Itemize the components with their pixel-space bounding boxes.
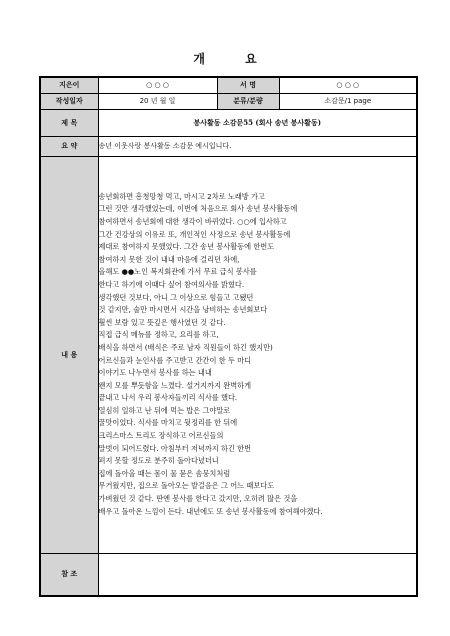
content-body (98, 156, 417, 553)
content-line: 집에 돌아올 때는 몸이 물 묻은 솜뭉치처럼 (98, 468, 231, 478)
content-line: 생각했던 것보다, 아니 그 이상으로 힘들고 고됐던 (98, 292, 254, 302)
content-line: 한다고 하기에 이때다 싶어 참여의사를 밝혔다. (98, 279, 245, 289)
content-line: 어르신들과 눈인사를 주고받고 간간이 한 두 마디 (98, 355, 252, 365)
category-label: 분류/분량 (217, 93, 279, 109)
content-line: 열심히 일하고 난 뒤에 먹는 밥은 그야말로 (98, 405, 231, 415)
author-value: ○ ○ ○ (98, 77, 217, 93)
content-line: 배식을 하면서 (배식은 주로 남자 직원들이 하긴 했지만) (98, 342, 273, 352)
row-content (40, 156, 417, 553)
overview-table (39, 76, 418, 597)
content-line: 끝내고 나서 우리 봉사자들끼리 식사를 했다. (98, 393, 238, 403)
content-line: 펴지 못할 정도로 분주히 돌아다녔더니 (98, 456, 219, 466)
date-label: 작성일자 (40, 93, 98, 109)
content-line: 왠지 모를 뿌듯함을 느꼈다. 설거지까지 완벽하게 (98, 380, 252, 390)
row-reference (40, 553, 417, 596)
page-title: 개 요 (193, 52, 275, 66)
row-subject (40, 109, 417, 136)
date-value: 20 년 월 일 (98, 93, 217, 109)
row-date (40, 93, 417, 109)
content-line: 크리스마스 트리도 장식하고 어르신들의 (98, 431, 224, 441)
content-line: 것 같지만, 술만 마시면서 시간을 낭비하는 송년회보다 (98, 305, 268, 315)
author-label: 지은이 (40, 77, 98, 93)
category-value: 소감문/1 page (279, 93, 417, 109)
content-line: 무거웠지만, 집으로 돌아오는 발걸음은 그 어느 때보다도 (98, 481, 275, 491)
reference-value (98, 553, 417, 596)
signature-label: 서 명 (217, 77, 279, 93)
content-line: 그간 건강상의 이유로 또, 개인적인 사정으로 송년 봉사활동에 (98, 229, 291, 239)
content-line: 제대로 참여하지 못했었다. 그간 송년 봉사활동에 한번도 (98, 242, 275, 252)
content-line: 그런 것만 생각했었는데, 이번에 처음으로 회사 송년 봉사활동에 (98, 204, 298, 214)
content-line: 배우고 돌아온 느낌이 든다. 내년에도 또 송년 봉사활동에 참여해야겠다. (98, 506, 323, 516)
content-line: 이야기도 나누면서 봉사를 하는 내내 (98, 368, 212, 378)
content-label: 내 용 (40, 156, 98, 553)
content-line: 꿀맛이었다. 식사를 마치고 뒷정리를 한 뒤에 (98, 418, 238, 428)
content-line: 가벼웠던 것 같다. 딴엔 봉사를 한다고 갔지만, 오히려 많은 것을 (98, 494, 298, 504)
content-text (99, 191, 417, 518)
subject-value: 봉사활동 소감문55 (회사 송년 봉사활동) (98, 109, 417, 136)
content-line: 직접 급식 메뉴를 정하고, 요리를 하고, (98, 330, 219, 340)
subject-label: 제 목 (40, 109, 98, 136)
content-line: 참여하면서 송년회에 대한 생각이 바뀌었다. ○○에 입사하고 (98, 216, 287, 226)
row-author (40, 77, 417, 93)
row-summary (40, 136, 417, 156)
summary-label: 요 약 (40, 136, 98, 156)
content-line: 참여하지 못한 것이 내내 마음에 걸리던 차에, (98, 254, 240, 264)
reference-label: 참 조 (40, 553, 98, 596)
content-line: 말벗이 되어드렸다. 아침부터 저녁까지 하긴 한번 (98, 443, 252, 453)
summary-value: 송년 이웃사랑 봉사활동 소감문 예시입니다. (98, 136, 417, 156)
content-line: 훨씬 보람 있고 뜻깊은 행사였던 것 같다. (98, 317, 226, 327)
content-line: 송년회하면 흥청망청 먹고, 마시고 2차로 노래방 가고 (98, 191, 265, 201)
content-line: 올해도 ●●노인 복지회관에 가서 무료 급식 봉사를 (98, 267, 257, 277)
signature-value: ○ ○ ○ (279, 77, 417, 93)
